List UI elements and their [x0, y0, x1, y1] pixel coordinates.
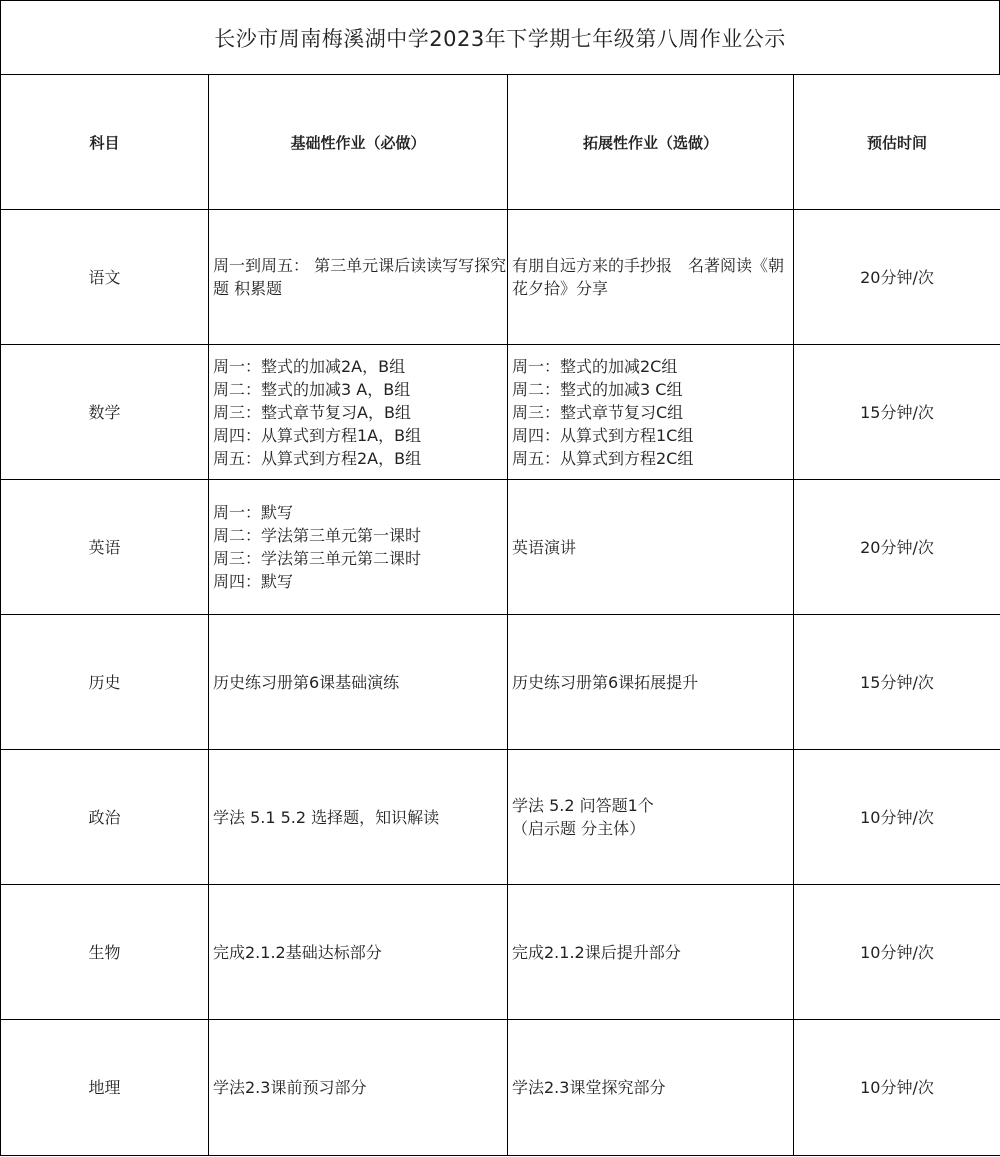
homework-line: 学法2.3课前预习部分: [213, 1078, 367, 1097]
homework-line: 周四：默写: [213, 572, 294, 591]
homework-line: 周五：从算式到方程2A，B组: [213, 448, 422, 468]
homework-line: 学法 5.2 问答题1个: [512, 796, 654, 815]
time-cell: 15分钟/次: [794, 615, 1000, 750]
homework-line: 周一：默写: [213, 503, 294, 522]
homework-line: 学法2.3课堂探究部分: [512, 1078, 666, 1097]
table-row: [1, 885, 1000, 1020]
basic-homework-cell: [209, 345, 508, 480]
subject-cell: 数学: [1, 345, 209, 480]
basic-homework-cell: [209, 480, 508, 615]
table-row: [1, 345, 1000, 480]
homework-line: 历史练习册第6课拓展提升: [512, 672, 699, 692]
subject-cell: 语文: [1, 210, 209, 345]
extended-homework-cell: [508, 1020, 794, 1156]
homework-line: 周四：从算式到方程1C组: [512, 425, 694, 445]
basic-homework-cell: [209, 885, 508, 1020]
basic-homework-cell: [209, 1020, 508, 1156]
extended-homework-cell: [508, 345, 794, 480]
extended-homework-cell: [508, 750, 794, 885]
table-row: [1, 750, 1000, 885]
extended-homework-cell: [508, 480, 794, 615]
page-title: 长沙市周南梅溪湖中学2023年下学期七年级第八周作业公示: [0, 0, 1000, 75]
extended-homework-cell: [508, 210, 794, 345]
extended-homework-cell: [508, 885, 794, 1020]
header-subject: 科目: [1, 75, 209, 210]
table-header-row: [1, 75, 1000, 210]
time-cell: 10分钟/次: [794, 750, 1000, 885]
subject-cell: 政治: [1, 750, 209, 885]
homework-line: 周三：整式章节复习A，B组: [213, 402, 411, 422]
homework-line: 周二：学法第三单元第一课时: [213, 526, 422, 545]
homework-line: 英语演讲: [512, 537, 577, 557]
basic-homework-cell: [209, 750, 508, 885]
basic-homework-cell: [209, 615, 508, 750]
subject-cell: 地理: [1, 1020, 209, 1156]
subject-cell: 历史: [1, 615, 209, 750]
homework-line: 周二：整式的加减3 C组: [512, 379, 683, 399]
time-cell: 15分钟/次: [794, 345, 1000, 480]
homework-line: 周一：整式的加减2A，B组: [213, 356, 406, 376]
homework-line: （启示题 分主体）: [512, 819, 646, 838]
subject-cell: 生物: [1, 885, 209, 1020]
homework-line: 周三：学法第三单元第二课时: [213, 549, 422, 568]
table-row: [1, 480, 1000, 615]
homework-table: [0, 74, 1000, 1156]
homework-line: 完成2.1.2基础达标部分: [213, 942, 382, 962]
header-basic-homework: 基础性作业（必做）: [209, 75, 508, 210]
time-cell: 20分钟/次: [794, 210, 1000, 345]
homework-line: 历史练习册第6课基础演练: [213, 672, 400, 692]
table-row: [1, 615, 1000, 750]
table-row: [1, 1020, 1000, 1156]
homework-line: 周一到周五： 第三单元课后读读写写探究题 积累题: [213, 256, 507, 298]
homework-line: 周五：从算式到方程2C组: [512, 448, 694, 468]
homework-line: 有朋自远方来的手抄报 名著阅读《朝花夕拾》分享: [512, 256, 785, 298]
time-cell: 10分钟/次: [794, 885, 1000, 1020]
homework-line: 周四：从算式到方程1A，B组: [213, 425, 422, 445]
homework-line: 周二：整式的加减3 A，B组: [213, 379, 411, 399]
homework-line: 周一：整式的加减2C组: [512, 356, 678, 376]
basic-homework-cell: [209, 210, 508, 345]
homework-line: 完成2.1.2课后提升部分: [512, 942, 681, 962]
homework-line: 学法 5.1 5.2 选择题，知识解读: [213, 807, 440, 827]
homework-line: 周三：整式章节复习C组: [512, 402, 684, 422]
subject-cell: 英语: [1, 480, 209, 615]
header-extended-homework: 拓展性作业（选做）: [508, 75, 794, 210]
extended-homework-cell: [508, 615, 794, 750]
header-estimated-time: 预估时间: [794, 75, 1000, 210]
table-row: [1, 210, 1000, 345]
time-cell: 10分钟/次: [794, 1020, 1000, 1156]
time-cell: 20分钟/次: [794, 480, 1000, 615]
